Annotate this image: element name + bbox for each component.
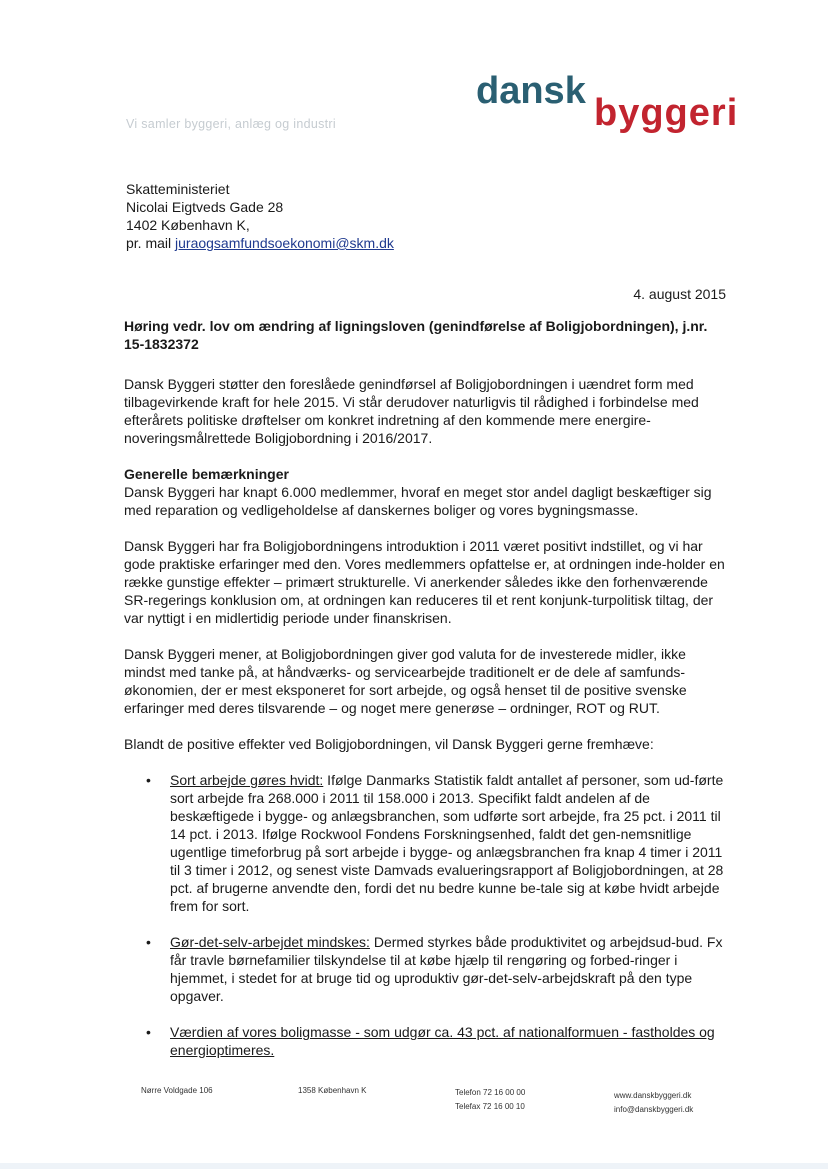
- footer-fax: Telefax 72 16 00 10: [455, 1102, 525, 1111]
- section-heading: Generelle bemærkninger: [124, 466, 289, 482]
- paragraph-experience: Dansk Byggeri har fra Boligjobordningens introduktion i 2011 været positivt indstillet, og vi har gode praktiske erfaringer med den. Vores medlemmers opfattelse er, at ordningen inde-holder en række gunstige effekter – primært strukturelle. Vi anerkender således ikke den forhenværende SR-regerings konklusion om, at ordningen kan reduceres til et rent konjunk-turpolitisk tiltag, der var nyttigt i en midlertidig periode under finanskrisen.: [124, 538, 725, 626]
- recipient-email-link[interactable]: juraogsamfundsoekonomi@skm.dk: [175, 235, 394, 251]
- letter-subject: Høring vedr. lov om ændring af ligningsloven (genindførelse af Boligjobordningen), j.nr. 15-1832372: [124, 318, 708, 352]
- paragraph-value: Dansk Byggeri mener, at Boligjobordningen giver god valuta for de investerede midler, ikke mindst med tanke på, at håndværks- og servicearbejde traditionelt er de dele af samfunds-økonomien, der er mest eksponeret for sort arbejde, og også henset til de positive svenske erfaringer med deres tilsvarende – og noget mere generøse – ordninger, ROT og RUT.: [124, 646, 687, 716]
- list-item-text: Dermed styrkes både produktivitet og arbejdsud-bud. Fx får travle børnefamilier tilskyndelse til at købe hjælp til rengøring og forbed-ringer i hjemmet, i stedet for at bruge tid og uproduktiv gør-det-selv-arbejdskraft på den type opgaver.: [170, 934, 723, 1004]
- footer-city: 1358 København K: [298, 1086, 367, 1095]
- dansk-byggeri-logo: [476, 70, 739, 134]
- footer-street: Nørre Voldgade 106: [141, 1086, 213, 1095]
- paragraph-effects-intro: Blandt de positive effekter ved Boligjobordningen, vil Dansk Byggeri gerne fremhæve:: [124, 736, 654, 752]
- letter-body: [124, 317, 726, 1077]
- logo-word-dansk: dansk: [476, 70, 586, 112]
- list-item-lead: Værdien af vores boligmasse - som udgør ca. 43 pct. af nationalformuen - fastholdes og energioptimeres.: [170, 1024, 715, 1058]
- recipient-mail-line: [126, 234, 394, 252]
- list-item: [124, 1023, 726, 1059]
- bullet-icon: •: [146, 934, 151, 950]
- logo-word-byggeri: byggeri: [594, 92, 739, 134]
- effects-list: [124, 771, 726, 1059]
- list-item: [124, 771, 726, 915]
- scan-edge: [0, 1163, 828, 1169]
- bullet-icon: •: [146, 772, 151, 788]
- recipient-address: [126, 180, 394, 252]
- footer-phone: Telefon 72 16 00 00: [455, 1088, 526, 1097]
- bullet-icon: •: [146, 1024, 151, 1040]
- list-item-lead: Sort arbejde gøres hvidt:: [170, 772, 324, 788]
- paragraph-members: Dansk Byggeri har knapt 6.000 medlemmer, hvoraf en meget stor andel dagligt beskæftiger sig med reparation og vedligeholdelse af danskernes boliger og vores bygningsmasse.: [124, 484, 712, 518]
- list-item-text: Ifølge Danmarks Statistik faldt antallet af personer, som ud-førte sort arbejde fra 268.000 i 2011 til 158.000 i 2013. Specifikt faldt andelen af de beskæftigede i bygge- og anlægsbranchen, som udførte sort arbejde, fra 25 pct. i 2011 til 14 pct. i 2013. Ifølge Rockwool Fondens Forskningsenhed, faldt det gen-nemsnitlige ugentlige timeforbrug på sort arbejde i bygge- og anlægsbranchen fra knap 4 timer i 2011 til 3 timer i 2012, og senest viste Damvads evalueringsrapport af Boligjobordningen, at 28 pct. af brugerne anvendte den, fordi det nu bedre kunne be-tale sig at købe hvidt arbejde frem for sort.: [170, 772, 724, 914]
- recipient-city: 1402 København K,: [126, 217, 250, 233]
- letter-date: 4. august 2015: [633, 286, 726, 302]
- recipient-name: Skatteministeriet: [126, 181, 230, 197]
- footer-website: www.danskbyggeri.dk: [614, 1091, 692, 1100]
- list-item-lead: Gør-det-selv-arbejdet mindskes:: [170, 934, 370, 950]
- list-item: [124, 933, 726, 1005]
- tagline: Vi samler byggeri, anlæg og industri: [126, 117, 336, 131]
- paragraph-intro: Dansk Byggeri støtter den foreslåede genindførsel af Boligjobordningen i uændret form med tilbagevirkende kraft for hele 2015. Vi står derudover naturligvis til rådighed i forbindelse med efterårets politiske drøftelser om konkret indretning af den kommende mere energire-noveringsmålrettede Boligjobordning i 2016/2017.: [124, 376, 699, 446]
- recipient-street: Nicolai Eigtveds Gade 28: [126, 199, 284, 215]
- mail-prefix: pr. mail: [126, 235, 176, 251]
- footer-email: info@danskbyggeri.dk: [614, 1105, 694, 1114]
